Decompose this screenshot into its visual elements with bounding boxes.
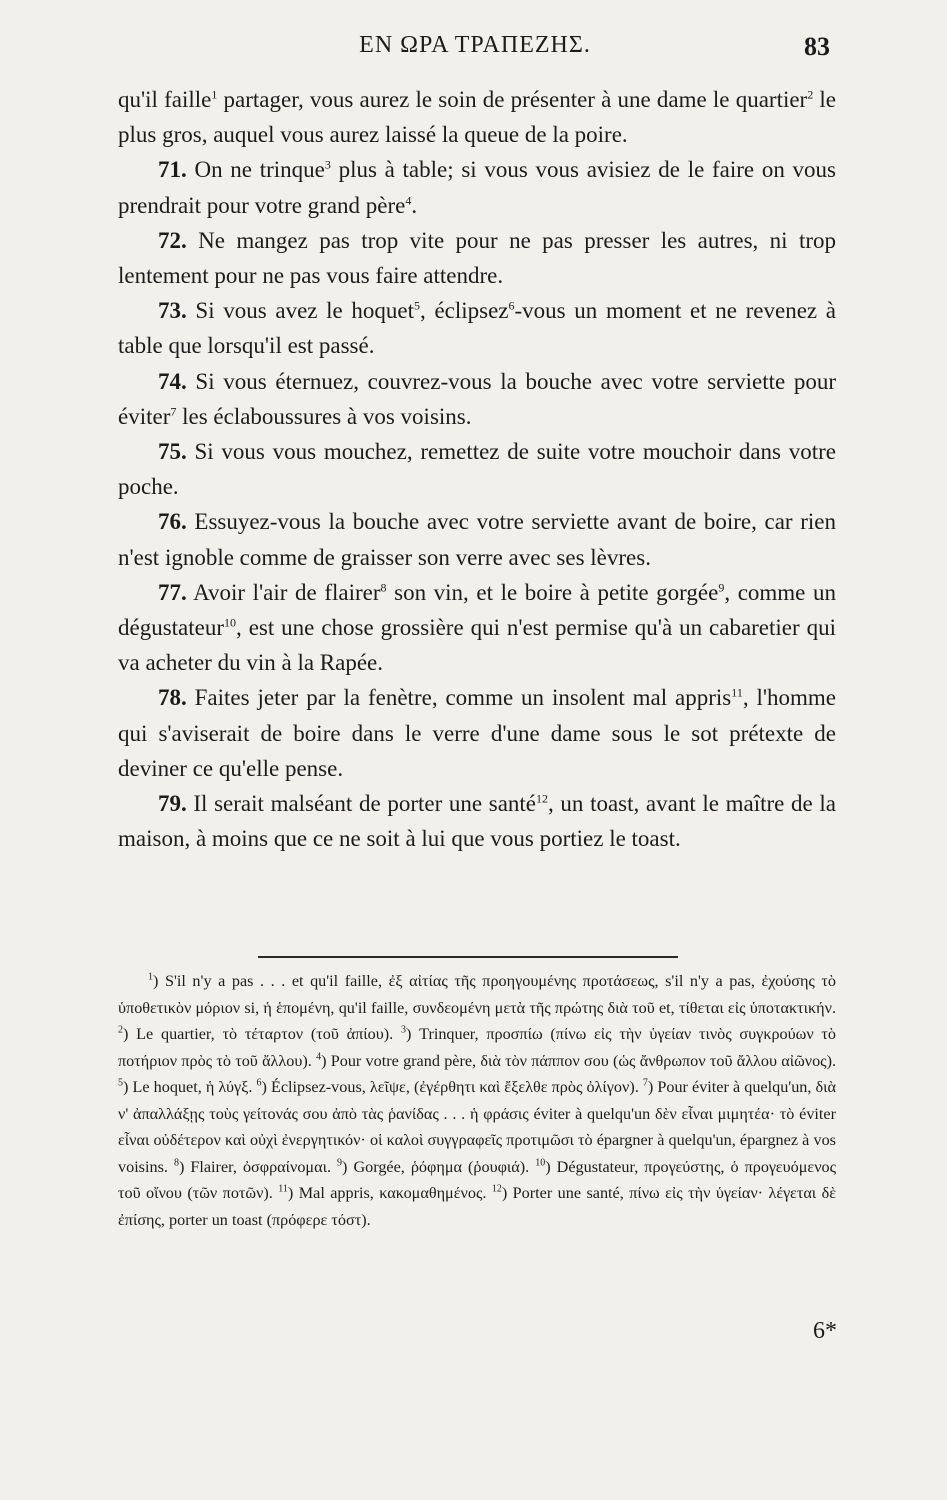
paragraph: 75. Si vous vous mouchez, remettez de suite votre mouchoir dans votre poche. — [118, 439, 836, 500]
paragraph: 74. Si vous éternuez, couvrez-vous la bouche avec votre serviette pour éviter$^7$ les éclaboussures à vos voisins. — [118, 368, 836, 429]
body-text — [118, 82, 836, 856]
paragraph: 71. On ne trinque$^3$ plus à table; si vous vous avisiez de le faire on vous prendrait pour votre grand père$^4$. — [118, 157, 837, 218]
paragraph: 72. Ne mangez pas trop vite pour ne pas presser les autres, ni trop lentement pour ne pas vous faire attendre. — [118, 227, 836, 289]
item-number: 72. — [158, 227, 187, 253]
page-header — [120, 32, 830, 62]
item-number: 79. — [158, 791, 187, 817]
footnote-block: $^1$) S'il n'y a pas . . . et qu'il faille, ἐξ αἰτίας τῆς προηγουμένης προτάσεως, s'il n'y a pas, ἐχούσης τὸ ὑποθετικὸν μόριον si, ἡ ἑπομένη, qu'il faille, συνδεομένη μετὰ τῆς πρώτης διὰ τοῦ et, τίθεται εἰς ὑποτακτικήν. $^2$) Le quartier, τὸ τέταρτον (τοῦ ἀπίου). $^3$) Trinquer, προσπίω (πίνω εἰς τὴν ὑγείαν τινὸς συγκρούων τὸ ποτήριον πρὸς τὸ τοῦ ἄλλου). $^4$) Pour votre grand père, διὰ τὸν πάππον σου (ὡς ἄνθρωπον τοῦ ἄλλου αἰῶνος). $^5$) Le hoquet, ἡ λύγξ. $^6$) Éclipsez-vous, λεῖψε, (ἐγέρθητι καὶ ἔξελθε πρὸς ὀλίγον). $^7$) Pour éviter à quelqu'un, διὰ ν' ἀπαλλάξῃς τοὺς γείτονάς σου ἀπὸ τὰς ῥανίδας . . . ἡ φράσις éviter à quelqu'un δὲν εἶναι μιμητέα· τὸ éviter εἶναι οὐδέτερον καὶ οὐχὶ ἐνεργητικόν· οἱ καλοὶ συγγραφεῖς προτιμῶσι τὸ épargner à quelqu'un, épargnez à vos voisins. $^8$) Flairer, ὀσφραίνομαι. $^9$) Gorgée, ῥόφημα (ῥουφιά). $^{10}$) Dégustateur, προγεύστης, ὁ προγευόμενος τοῦ οἴνου (τῶν ποτῶν). $^{11}$) Mal appris, κακομαθημένος. $^{12}$) Porter une santé, πίνω εἰς τὴν ὑγείαν· λέγεται δὲ ἐπίσης, porter un toast (πρόφερε τόστ). — [118, 971, 837, 1229]
paragraph: qu'il faille$^1$ partager, vous aurez le soin de présenter à une dame le quartier$^2$ le plus gros, auquel vous aurez laissé la queue de la poire. — [118, 87, 836, 148]
footnotes — [118, 968, 836, 1233]
paragraph: 78. Faites jeter par la fenètre, comme un insolent mal appris$^{11}$, l'homme qui s'aviserait de boire dans le verre d'une dame sous le sot prétexte de deviner ce qu'elle pense. — [118, 685, 836, 781]
item-number: 73. — [158, 298, 187, 324]
signature-mark: 6* — [813, 1318, 837, 1344]
paragraph: 77. Avoir l'air de flairer$^8$ son vin, et le boire à petite gorgée$^9$, comme un dégustateur$^{10}$, est une chose grossière qui n'est permise qu'à un cabaretier qui va acheter du vin à la Rapée. — [118, 579, 836, 676]
paragraph: 79. Il serait malséant de porter une santé$^{12}$, un toast, avant le maître de la maison, à moins que ce ne soit à lui que vous portiez le toast. — [118, 791, 836, 852]
item-number: 74. — [158, 368, 187, 394]
page-number: 83 — [804, 32, 830, 61]
item-number: 78. — [158, 685, 187, 711]
item-number: 77. — [158, 579, 187, 605]
item-number: 75. — [158, 439, 187, 465]
footnote-divider — [258, 956, 678, 958]
paragraph: 73. Si vous avez le hoquet$^5$, éclipsez$^6$-vous un moment et ne revenez à table que lorsqu'il est passé. — [118, 298, 836, 359]
running-title: ΕΝ ΩΡΑ ΤΡΑΠΕΖΗΣ. — [359, 32, 591, 58]
item-number: 76. — [158, 509, 187, 535]
item-number: 71. — [158, 157, 187, 183]
paragraph: 76. Essuyez-vous la bouche avec votre serviette avant de boire, car rien n'est ignoble comme de graisser son verre avec ses lèvres. — [118, 509, 836, 570]
